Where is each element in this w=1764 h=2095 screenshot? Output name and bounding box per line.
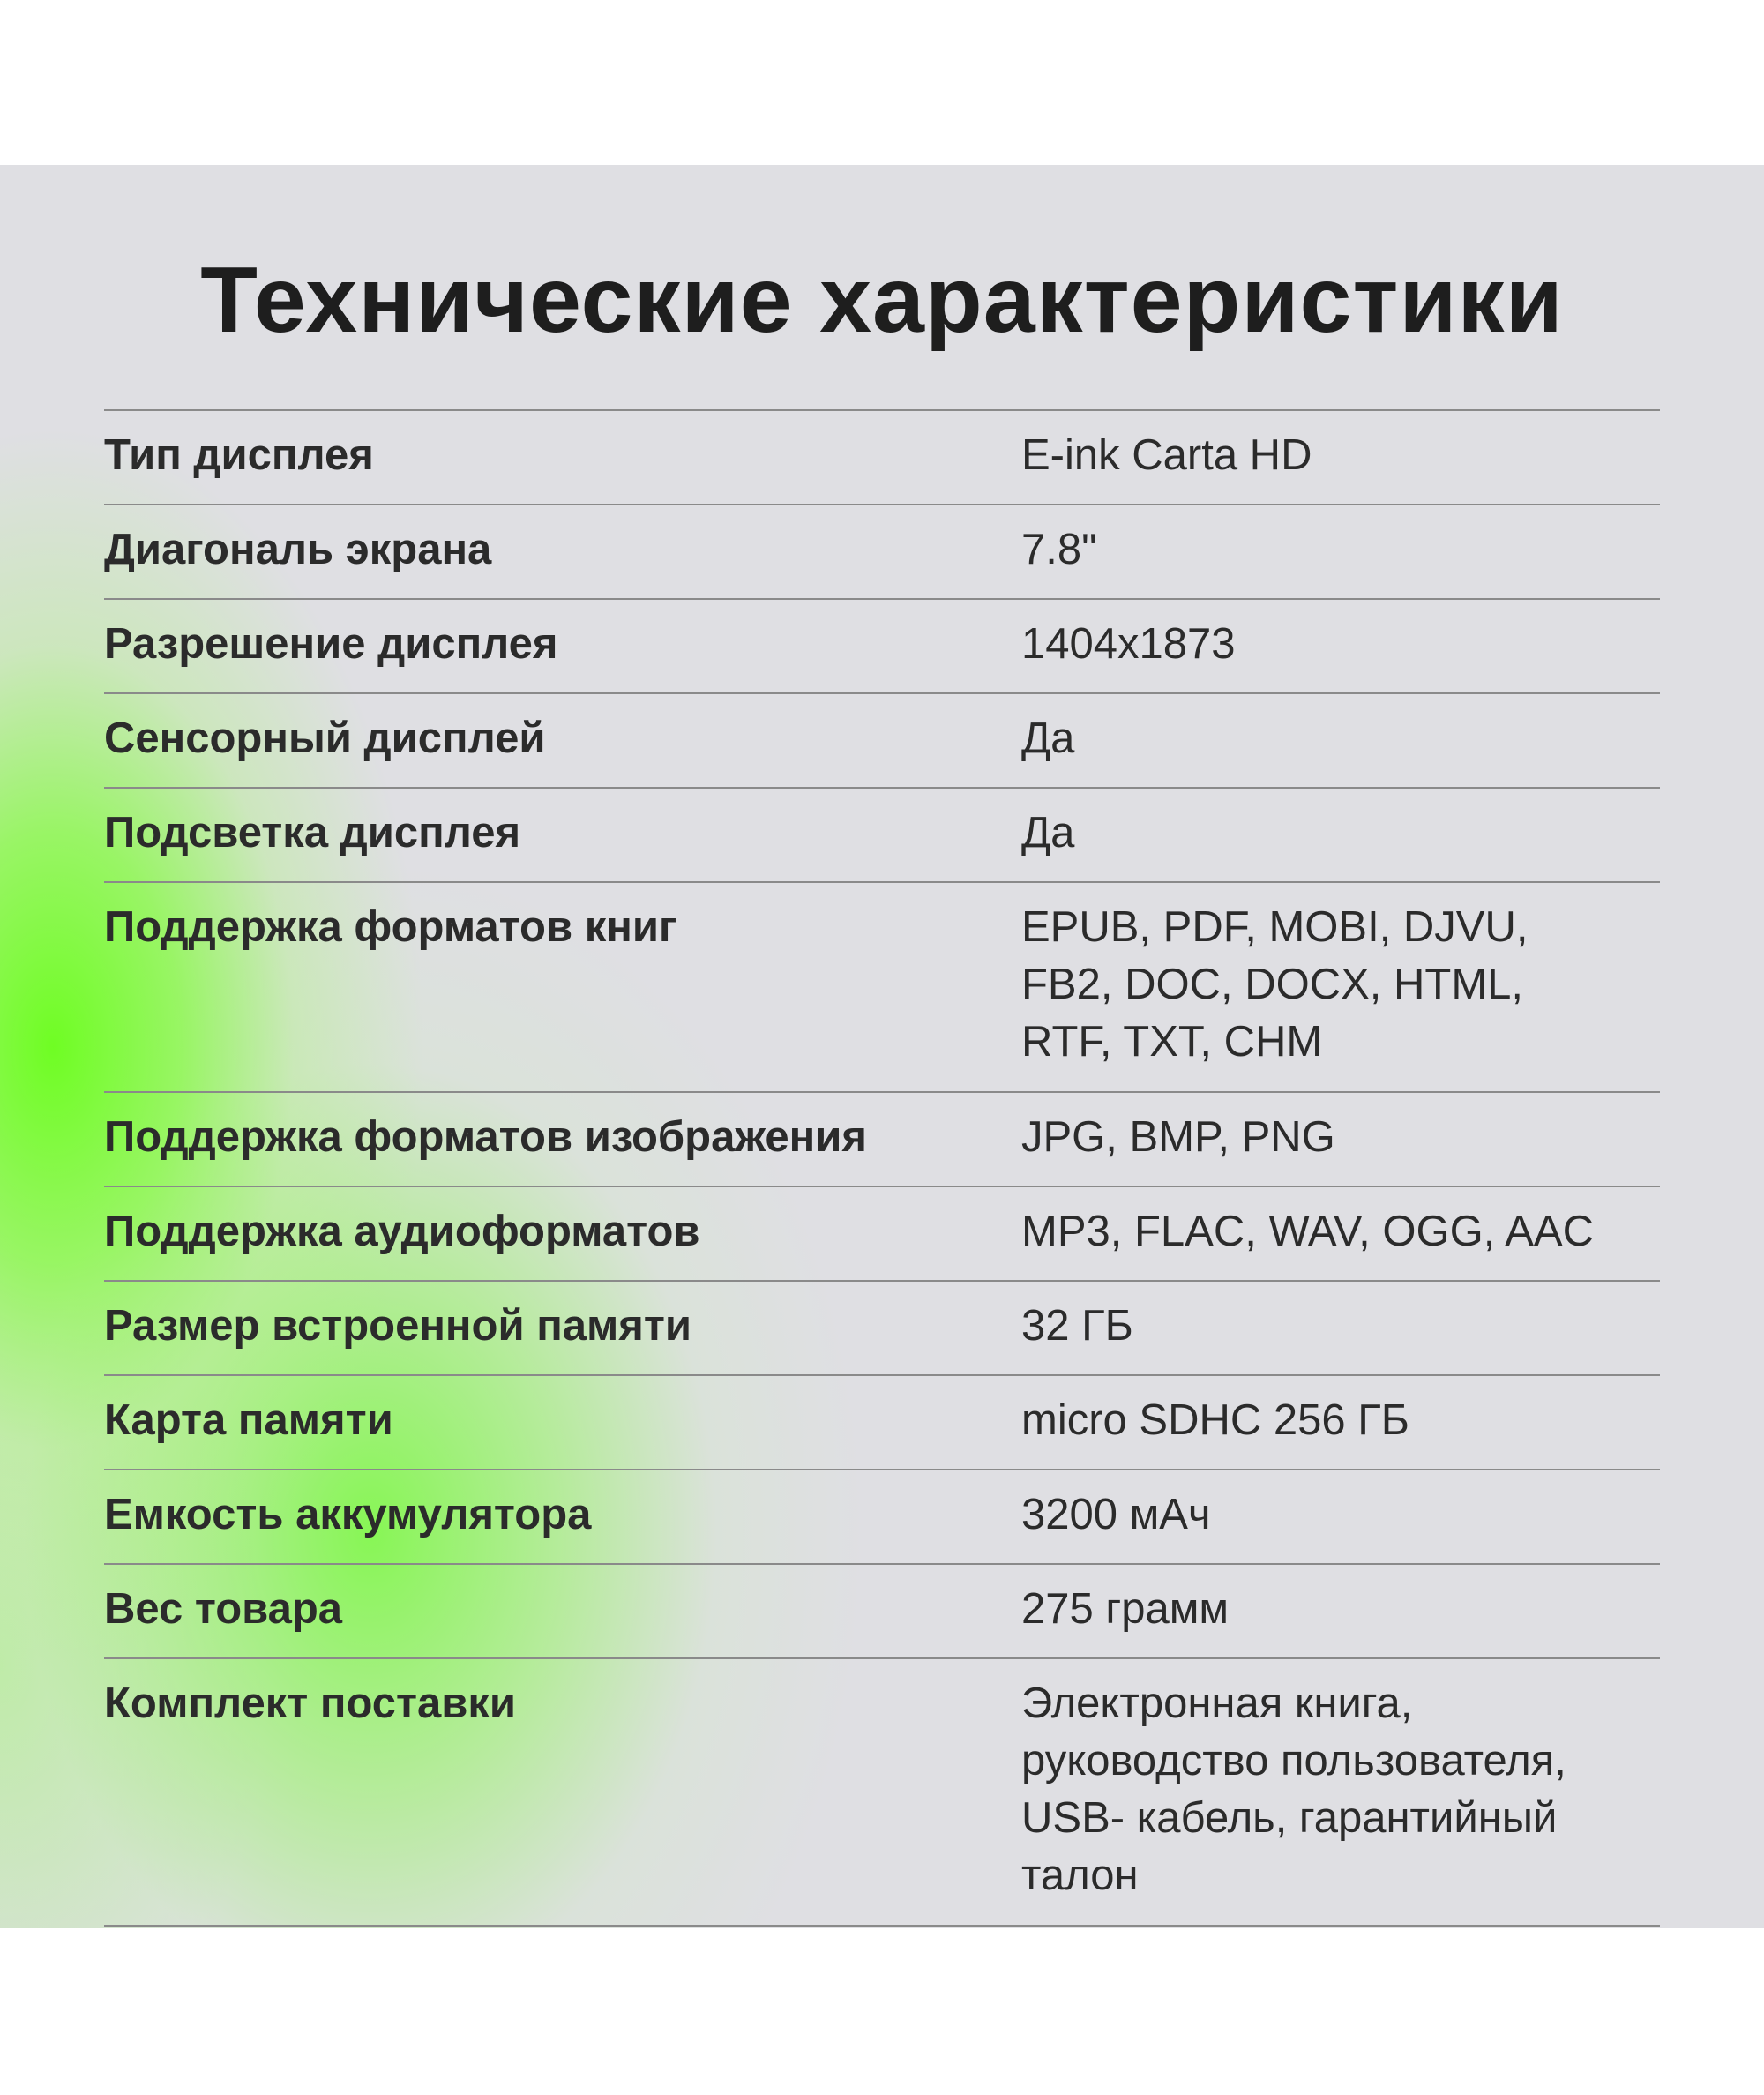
spec-panel — [0, 165, 1764, 1928]
spec-row — [104, 1470, 1660, 1565]
spec-label: Поддержка аудиоформатов — [104, 1208, 700, 1255]
spec-label: Вес товара — [104, 1585, 343, 1633]
spec-value: EPUB, PDF, MOBI, DJVU, FB2, DOC, DOCX, HTML, RTF, TXT, CHM — [1021, 903, 1529, 1066]
spec-label: Карта памяти — [104, 1396, 393, 1444]
spec-value: Электронная книга, руководство пользователя, USB- кабель, гарантийный талон — [1021, 1680, 1566, 1899]
spec-value: 3200 мАч — [1021, 1491, 1211, 1538]
spec-row — [104, 883, 1660, 1093]
spec-row — [104, 1565, 1660, 1659]
spec-label: Диагональ экрана — [104, 526, 492, 573]
spec-label: Разрешение дисплея — [104, 620, 558, 668]
spec-label: Тип дисплея — [104, 431, 374, 479]
spec-row — [104, 1376, 1660, 1470]
spec-value: MP3, FLAC, WAV, OGG, AAC — [1021, 1208, 1594, 1255]
spec-table — [104, 409, 1660, 1927]
spec-label: Поддержка форматов книг — [104, 903, 677, 951]
spec-label: Комплект поставки — [104, 1680, 517, 1727]
spec-row — [104, 789, 1660, 883]
page-title: Технические характеристики — [200, 248, 1564, 352]
spec-label: Размер встроенной памяти — [104, 1302, 691, 1350]
spec-row — [104, 1659, 1660, 1927]
spec-value: E-ink Carta HD — [1021, 431, 1312, 479]
spec-value: Да — [1021, 809, 1075, 857]
spec-row — [104, 1282, 1660, 1376]
spec-value: micro SDHC 256 ГБ — [1021, 1396, 1409, 1444]
spec-value: JPG, BMP, PNG — [1021, 1113, 1335, 1161]
spec-label: Сенсорный дисплей — [104, 715, 546, 762]
spec-label: Подсветка дисплея — [104, 809, 521, 857]
spec-value: 275 грамм — [1021, 1585, 1230, 1633]
spec-row — [104, 505, 1660, 600]
spec-label: Поддержка форматов изображения — [104, 1113, 867, 1161]
spec-label: Емкость аккумулятора — [104, 1491, 592, 1538]
spec-row — [104, 600, 1660, 694]
spec-row — [104, 1187, 1660, 1282]
spec-value: 7.8" — [1021, 526, 1097, 573]
spec-value: 32 ГБ — [1021, 1302, 1133, 1350]
spec-value: 1404x1873 — [1021, 620, 1236, 668]
spec-value: Да — [1021, 715, 1075, 762]
spec-row — [104, 694, 1660, 789]
spec-row — [104, 1093, 1660, 1187]
spec-row — [104, 411, 1660, 505]
